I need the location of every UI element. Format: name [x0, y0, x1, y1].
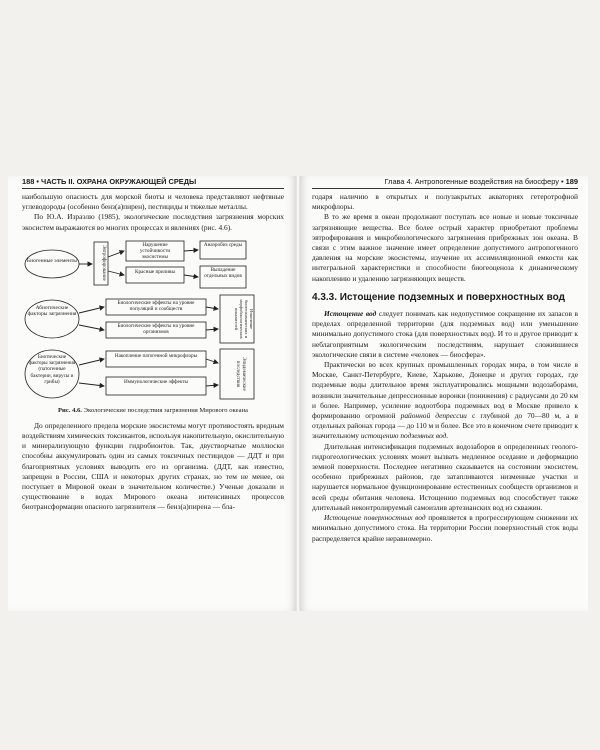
term-regional-depression: районной депрессии — [400, 411, 467, 421]
left-paragraph-1: наибольшую опасность для морской биоты и человека представляют нефтяные углеводороды (особенно бенз(а)пирен), пестициды и тяжелые металлы. — [22, 192, 284, 212]
term-water-depletion: Истощение вод — [324, 309, 377, 319]
label-abiotic-factors: Абиотические факторы загрязнения — [27, 304, 77, 318]
figure-caption-text: Экологические последствия загрязнения Мирового океана — [83, 406, 248, 414]
label-immunological-effects: Иммунологические эффекты — [124, 378, 188, 385]
right-paragraph-3 — [312, 309, 578, 360]
left-page-header: 188 • ЧАСТЬ II. ОХРАНА ОКРУЖАЮЩЕЙ СРЕДЫ — [22, 176, 284, 189]
right-header-page-number: 189 — [565, 177, 578, 186]
label-pathogen-accumulation: Накопление патогенной микрофлоры — [114, 352, 198, 359]
right-page-body — [300, 189, 588, 544]
right-paragraph-6 — [312, 513, 578, 544]
label-organism-effects: Биологические эффекты на уровне организмов — [117, 322, 195, 335]
left-page-body — [8, 189, 296, 513]
node-biogenic-elements — [25, 250, 79, 278]
figure-caption-number: Рис. 4.6. — [58, 406, 82, 414]
right-page — [300, 176, 588, 611]
right-paragraph-5: Длительная интенсификация подземных водозаборов в определенных геолого-гидрогеологических условиях может вызвать медленное оседание и деформацию земной поверхности. Последнее негативно сказывается на состоянии экосистем, особенно прибрежных районов, где затапливаются низменные участки и нарушается нормальное функционирование естественных сообществ организмов и всей среды обитания человека. Истощению подземных вод способствует также длительный неконтролируемый самоизлив артезианских вод из скважин. — [312, 441, 578, 512]
label-epidemic-consequences: Эпидемические последствия — [235, 356, 246, 391]
right-paragraph-4-text-c: . — [446, 431, 449, 441]
label-stability-disruption: Нарушение устойчивости экосистемы — [139, 241, 171, 260]
term-groundwater-depletion: истощению подземных вод — [360, 431, 447, 441]
label-eutrophication: Эвтрофирование — [101, 244, 106, 281]
left-paragraph-3: До определенного предела морские экосистемы могут противостоять вредным воздействиям химических токсикантов, используя накопительную, окислительную и минерализующую функции гидробионтов. Так, двустворчатые моллюски способны аккумулировать один из самых токсичных пестицидов — ДДТ и при благоприятных условиях выводить его из организма. (ДДТ, как известно, запрещен в России, США и некоторых других странах, но тем не менее, он поступает в Мировой океан в значительном количестве.) Ученые доказали и существование в водах Мирового океана интенсивных процессов биотрансформации опасного загрязнителя — бенз(а)пирена — бла- — [22, 420, 284, 512]
right-header-title: Глава 4. Антропогенные воздействия на биосферу • — [384, 177, 566, 186]
left-paragraph-2: По Ю.А. Израэлю (1985), экологические последствия загрязнения морских экосистем выражаются во многих процессах и явлениях (рис. 4.6). — [22, 212, 284, 232]
figure-caption — [22, 407, 284, 415]
right-page-header — [312, 176, 578, 189]
label-population-effects: Биологические эффекты на уровне популяций и сообществ — [117, 299, 195, 312]
label-biotic-factors: Биотические факторы загрязнения (патогенные бактерии, вирусы и грибы) — [28, 353, 76, 385]
figure-4-6-diagram — [22, 237, 284, 405]
right-paragraph-2: В то же время в океан продолжают поступать все новые и новые токсичные загрязняющие вещества. Все более острый характер приобретают проблемы эвтрофирования и микробиологического загрязнения прибрежных зон океана. В связи с этим важное значение имеет определение допустимого антропогенного давления на морские экосистемы, изучение их ассимиляционной емкости как интегральной характеристики и способности биогеоценоза к динамическому накоплению и удалению загрязняющих веществ. — [312, 212, 578, 283]
right-paragraph-4 — [312, 360, 578, 442]
right-paragraph-4-text-a: Практически во всех крупных промышленных городах мира, в том числе в Москве, Санкт-Петербурге, Киеве, Харькове, Донецке и других городах, где подземные воды длительное время эксплуатировались мощными водозаборами, возникли значительные депрессионные воронки (понижения) с радиусами до 20 км и более. Например, усиление водоотбора подземных вод в Москве привело к формированию огромной — [312, 360, 578, 421]
term-surface-water-depletion: Истощение поверхностных вод — [324, 513, 426, 523]
label-species-loss: Выпадение отдельных видов — [204, 266, 242, 279]
section-heading: 4.3.3. Истощение подземных и поверхностных вод — [312, 291, 565, 303]
left-page — [8, 176, 296, 611]
label-red-tides: Красные приливы — [135, 268, 175, 275]
right-paragraph-6-text: проявляется в прогрессирующем снижении их минимально допустимого стока. На территории России поверхностный сток воды распределяется крайне неравномерно. — [312, 513, 578, 543]
label-anaerobic: Анаэробиз среды — [203, 241, 243, 248]
right-paragraph-4-text-b: с глубиной до 70—80 м, а в отдельных районах города — до 110 м и более. Все это в конечном счете приводит к значительному — [312, 411, 578, 441]
label-biogenic-elements: Биогенные элементы — [26, 257, 78, 264]
label-biogeochem-change: Изменение биогеохимических и морфобиологических показателей — [234, 299, 254, 339]
right-paragraph-3-text: следует понимать как недопустимое сокращение их запасов в пределах определенной территории (для подземных вод) или уменьшение минимально допустимого стока (для поверхностных вод). И то и другое приводит к неблагоприятным экологическим последствиям, нарушает сложившиеся экологические связи в системе «человек — биосфера». — [312, 309, 578, 359]
right-paragraph-1: годаря наличию в открытых и полузакрытых акваториях гетеротрофной микрофлоры. — [312, 192, 578, 212]
